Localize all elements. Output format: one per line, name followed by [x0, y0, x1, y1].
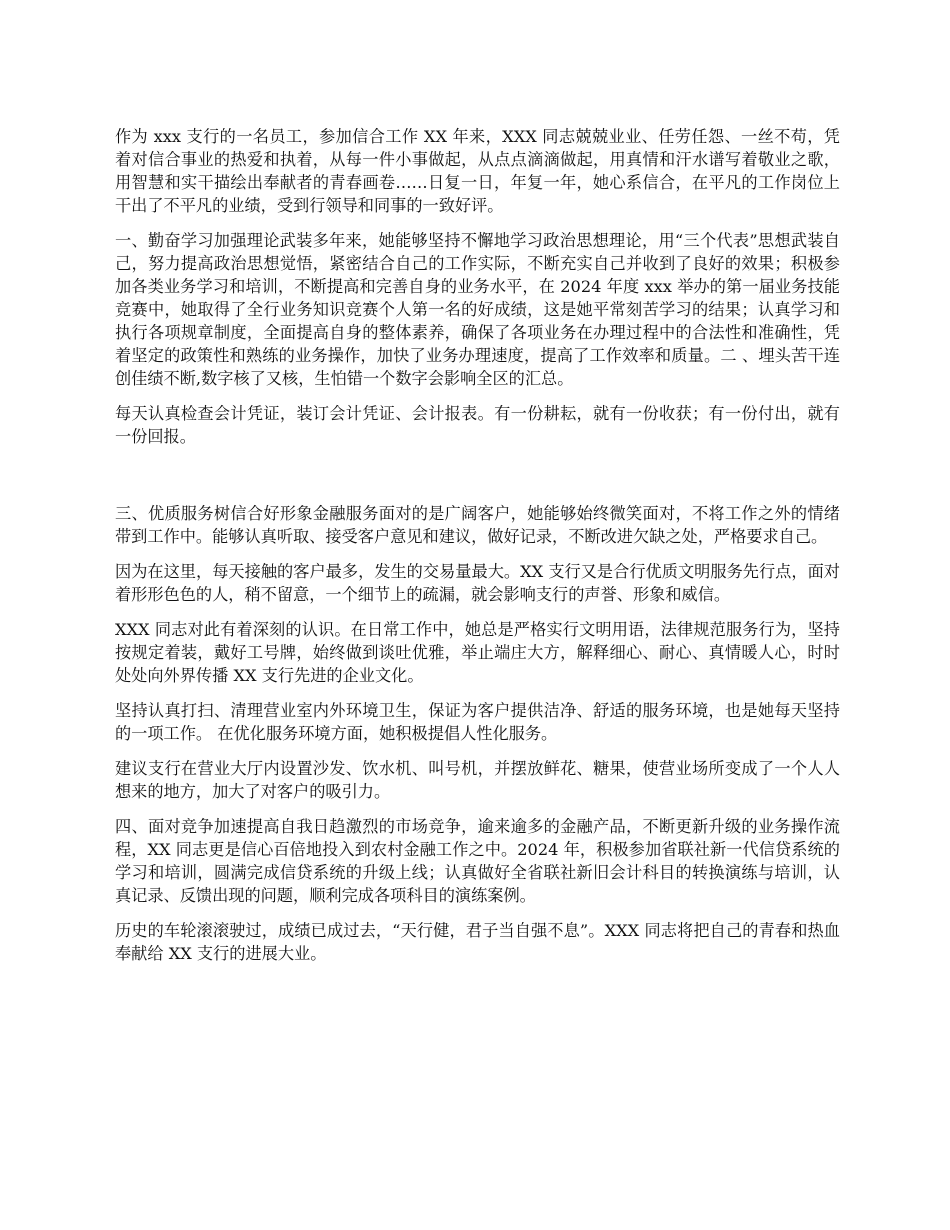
paragraph-awareness: XXX 同志对此有着深刻的认识。在日常工作中，她总是严格实行文明用语，法律规范服务行为，坚持按规定着装，戴好工号牌，始终做到谈吐优雅，举止端庄大方，解释细心、耐心、真情暖人心，时时处处向外界传播 XX 支行先进的企业文化。	[115, 620, 840, 685]
paragraph-customers: 因为在这里，每天接触的客户最多，发生的交易量最大。XX 支行又是合行优质文明服务先行点，面对着形形色色的人，稍不留意，一个细节上的疏漏，就会影响支行的声誉、形象和威信。	[115, 562, 840, 604]
paragraph-daily-work: 每天认真检查会计凭证，装订会计凭证、会计报表。有一份耕耘，就有一份收获；有一份付出，就有一份回报。	[115, 404, 840, 446]
paragraph-gap	[115, 460, 840, 502]
paragraph-section-4: 四、面对竞争加速提高自我日趋激烈的市场竞争，逾来逾多的金融产品，不断更新升级的业务操作流程，XX 同志更是信心百倍地投入到农村金融工作之中。2024 年，积极参加省联社新一代信贷系统的学习和培训，圆满完成信贷系统的升级上线；认真做好全省联社新旧会计科目的转换演练与培训，认真记录、反馈出现的问题，顺利完成各项科目的演练案例。	[115, 817, 840, 905]
paragraph-section-1: 一、勤奋学习加强理论武装多年来，她能够坚持不懈地学习政治思想理论，用“三个代表”思想武装自己，努力提高政治思想觉悟，紧密结合自己的工作实际，不断充实自己并收到了良好的效果；积极参加各类业务学习和培训，不断提高和完善自身的业务水平，在 2024 年度 xxx 举办的第一届业务技能竞赛中，她取得了全行业务知识竞赛个人第一名的好成绩，这是她平常刻苦学习的结果；认真学习和执行各项规章制度，全面提高自身的整体素养，确保了各项业务在办理过程中的合法性和准确性，凭着坚定的政策性和熟练的业务操作，加快了业务办理速度，提高了工作效率和质量。二 、埋头苦干连创佳绩不断,数字核了又核，生怕错一个数字会影响全区的汇总。	[115, 231, 840, 388]
paragraph-section-3: 三、优质服务树信合好形象金融服务面对的是广阔客户，她能够始终微笑面对，不将工作之外的情绪带到工作中。能够认真听取、接受客户意见和建议，做好记录，不断改进欠缺之处，严格要求自己。	[115, 504, 840, 546]
paragraph-environment: 坚持认真打扫、清理营业室内外环境卫生，保证为客户提供洁净、舒适的服务环境，也是她每天坚持的一项工作。 在优化服务环境方面，她积极提倡人性化服务。	[115, 701, 840, 743]
paragraph-conclusion: 历史的车轮滚滚驶过，成绩已成过去，“天行健，君子当自强不息”。XXX 同志将把自己的青春和热血奉献给 XX 支行的进展大业。	[115, 921, 840, 963]
paragraph-intro: 作为 xxx 支行的一名员工，参加信合工作 XX 年来，XXX 同志兢兢业业、任劳任怨、一丝不苟，凭着对信合事业的热爱和执着，从每一件小事做起，从点点滴滴做起，用真情和汗水谱写着敬业之歌，用智慧和实干描绘出奉献者的青春画卷……日复一日，年复一年，她心系信合，在平凡的工作岗位上干出了不平凡的业绩，受到行领导和同事的一致好评。	[115, 127, 840, 215]
document-body	[115, 125, 840, 977]
paragraph-suggestion: 建议支行在营业大厅内设置沙发、饮水机、叫号机，并摆放鲜花、糖果，使营业场所变成了一个人人想来的地方，加大了对客户的吸引力。	[115, 759, 840, 801]
